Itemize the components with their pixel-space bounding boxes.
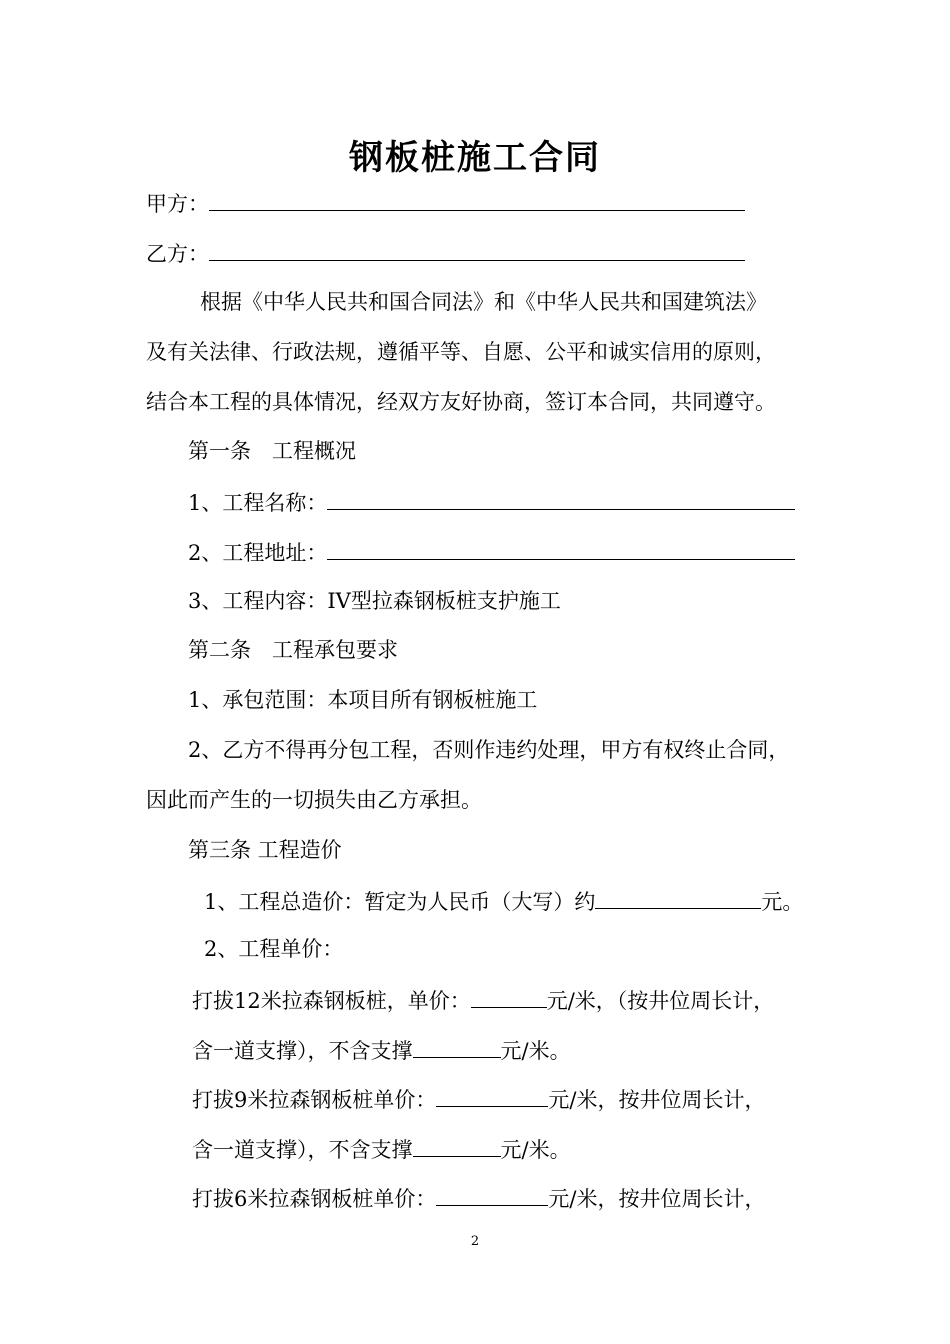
- party-a-line: [146, 188, 745, 218]
- pile-9m-no-support-blank[interactable]: [413, 1134, 501, 1157]
- pile-12m-no-support-unit: 元/米。: [500, 1039, 571, 1063]
- unit-price-heading: 2、工程单价：: [204, 937, 344, 961]
- party-b-blank[interactable]: [209, 238, 745, 261]
- party-a-blank[interactable]: [209, 188, 745, 211]
- pile-9m-no-support-unit: 元/米。: [500, 1138, 571, 1162]
- pile-12m-unit: 元/米，（按井位周长计，: [546, 989, 775, 1013]
- project-address-label: 2、工程地址：: [188, 541, 328, 565]
- total-price-line: [204, 886, 803, 916]
- pile-6m-line-1: [192, 1183, 765, 1213]
- pile-9m-price-blank[interactable]: [436, 1084, 548, 1107]
- pile-12m-price-blank[interactable]: [471, 985, 547, 1008]
- article-2-heading: 第二条 工程承包要求: [188, 638, 398, 662]
- pile-12m-support-label: 含一道支撑），不含支撑: [192, 1039, 413, 1063]
- intro-line-1: 根据《中华人民共和国合同法》和《中华人民共和国建筑法》: [200, 290, 767, 314]
- party-b-line: [146, 238, 745, 268]
- pile-9m-line-1: [192, 1084, 765, 1114]
- total-price-unit: 元。: [761, 890, 804, 914]
- subcontract-clause-1: 2、乙方不得再分包工程，否则作违约处理，甲方有权终止合同，: [188, 738, 790, 762]
- contract-scope: 1、承包范围：本项目所有钢板桩施工: [188, 688, 538, 712]
- pile-12m-line-1: [192, 985, 774, 1015]
- project-name-line: [188, 487, 795, 517]
- intro-line-2: 及有关法律、行政法规，遵循平等、自愿、公平和诚实信用的原则，: [146, 340, 776, 364]
- project-address-line: [188, 537, 795, 567]
- total-price-label: 1、工程总造价：暂定为人民币（大写）约: [204, 890, 596, 914]
- pile-6m-price-blank[interactable]: [436, 1183, 548, 1206]
- project-name-label: 1、工程名称：: [188, 491, 328, 515]
- pile-12m-line-2: [192, 1035, 571, 1065]
- pile-9m-support-label: 含一道支撑），不含支撑: [192, 1138, 413, 1162]
- article-1-heading: 第一条 工程概况: [188, 439, 356, 463]
- project-content: 3、工程内容：IV型拉森钢板桩支护施工: [188, 589, 561, 613]
- project-name-blank[interactable]: [327, 487, 795, 510]
- total-price-blank[interactable]: [595, 886, 761, 909]
- article-3-heading: 第三条 工程造价: [188, 838, 342, 862]
- pile-6m-label: 打拔6米拉森钢板桩单价：: [192, 1187, 437, 1211]
- intro-line-3: 结合本工程的具体情况，经双方友好协商，签订本合同，共同遵守。: [146, 390, 776, 414]
- pile-9m-unit: 元/米，按井位周长计，: [548, 1088, 766, 1112]
- page-number: 2: [470, 1234, 480, 1249]
- pile-12m-no-support-blank[interactable]: [413, 1035, 501, 1058]
- document-title: 钢板桩施工合同: [349, 138, 601, 178]
- pile-9m-line-2: [192, 1134, 571, 1164]
- project-address-blank[interactable]: [327, 537, 795, 560]
- pile-12m-label: 打拔12米拉森钢板桩，单价：: [192, 989, 471, 1013]
- party-a-label: 甲方：: [146, 192, 209, 216]
- pile-9m-label: 打拔9米拉森钢板桩单价：: [192, 1088, 437, 1112]
- subcontract-clause-2: 因此而产生的一切损失由乙方承担。: [146, 788, 482, 812]
- pile-6m-unit: 元/米，按井位周长计，: [548, 1187, 766, 1211]
- party-b-label: 乙方：: [146, 242, 209, 266]
